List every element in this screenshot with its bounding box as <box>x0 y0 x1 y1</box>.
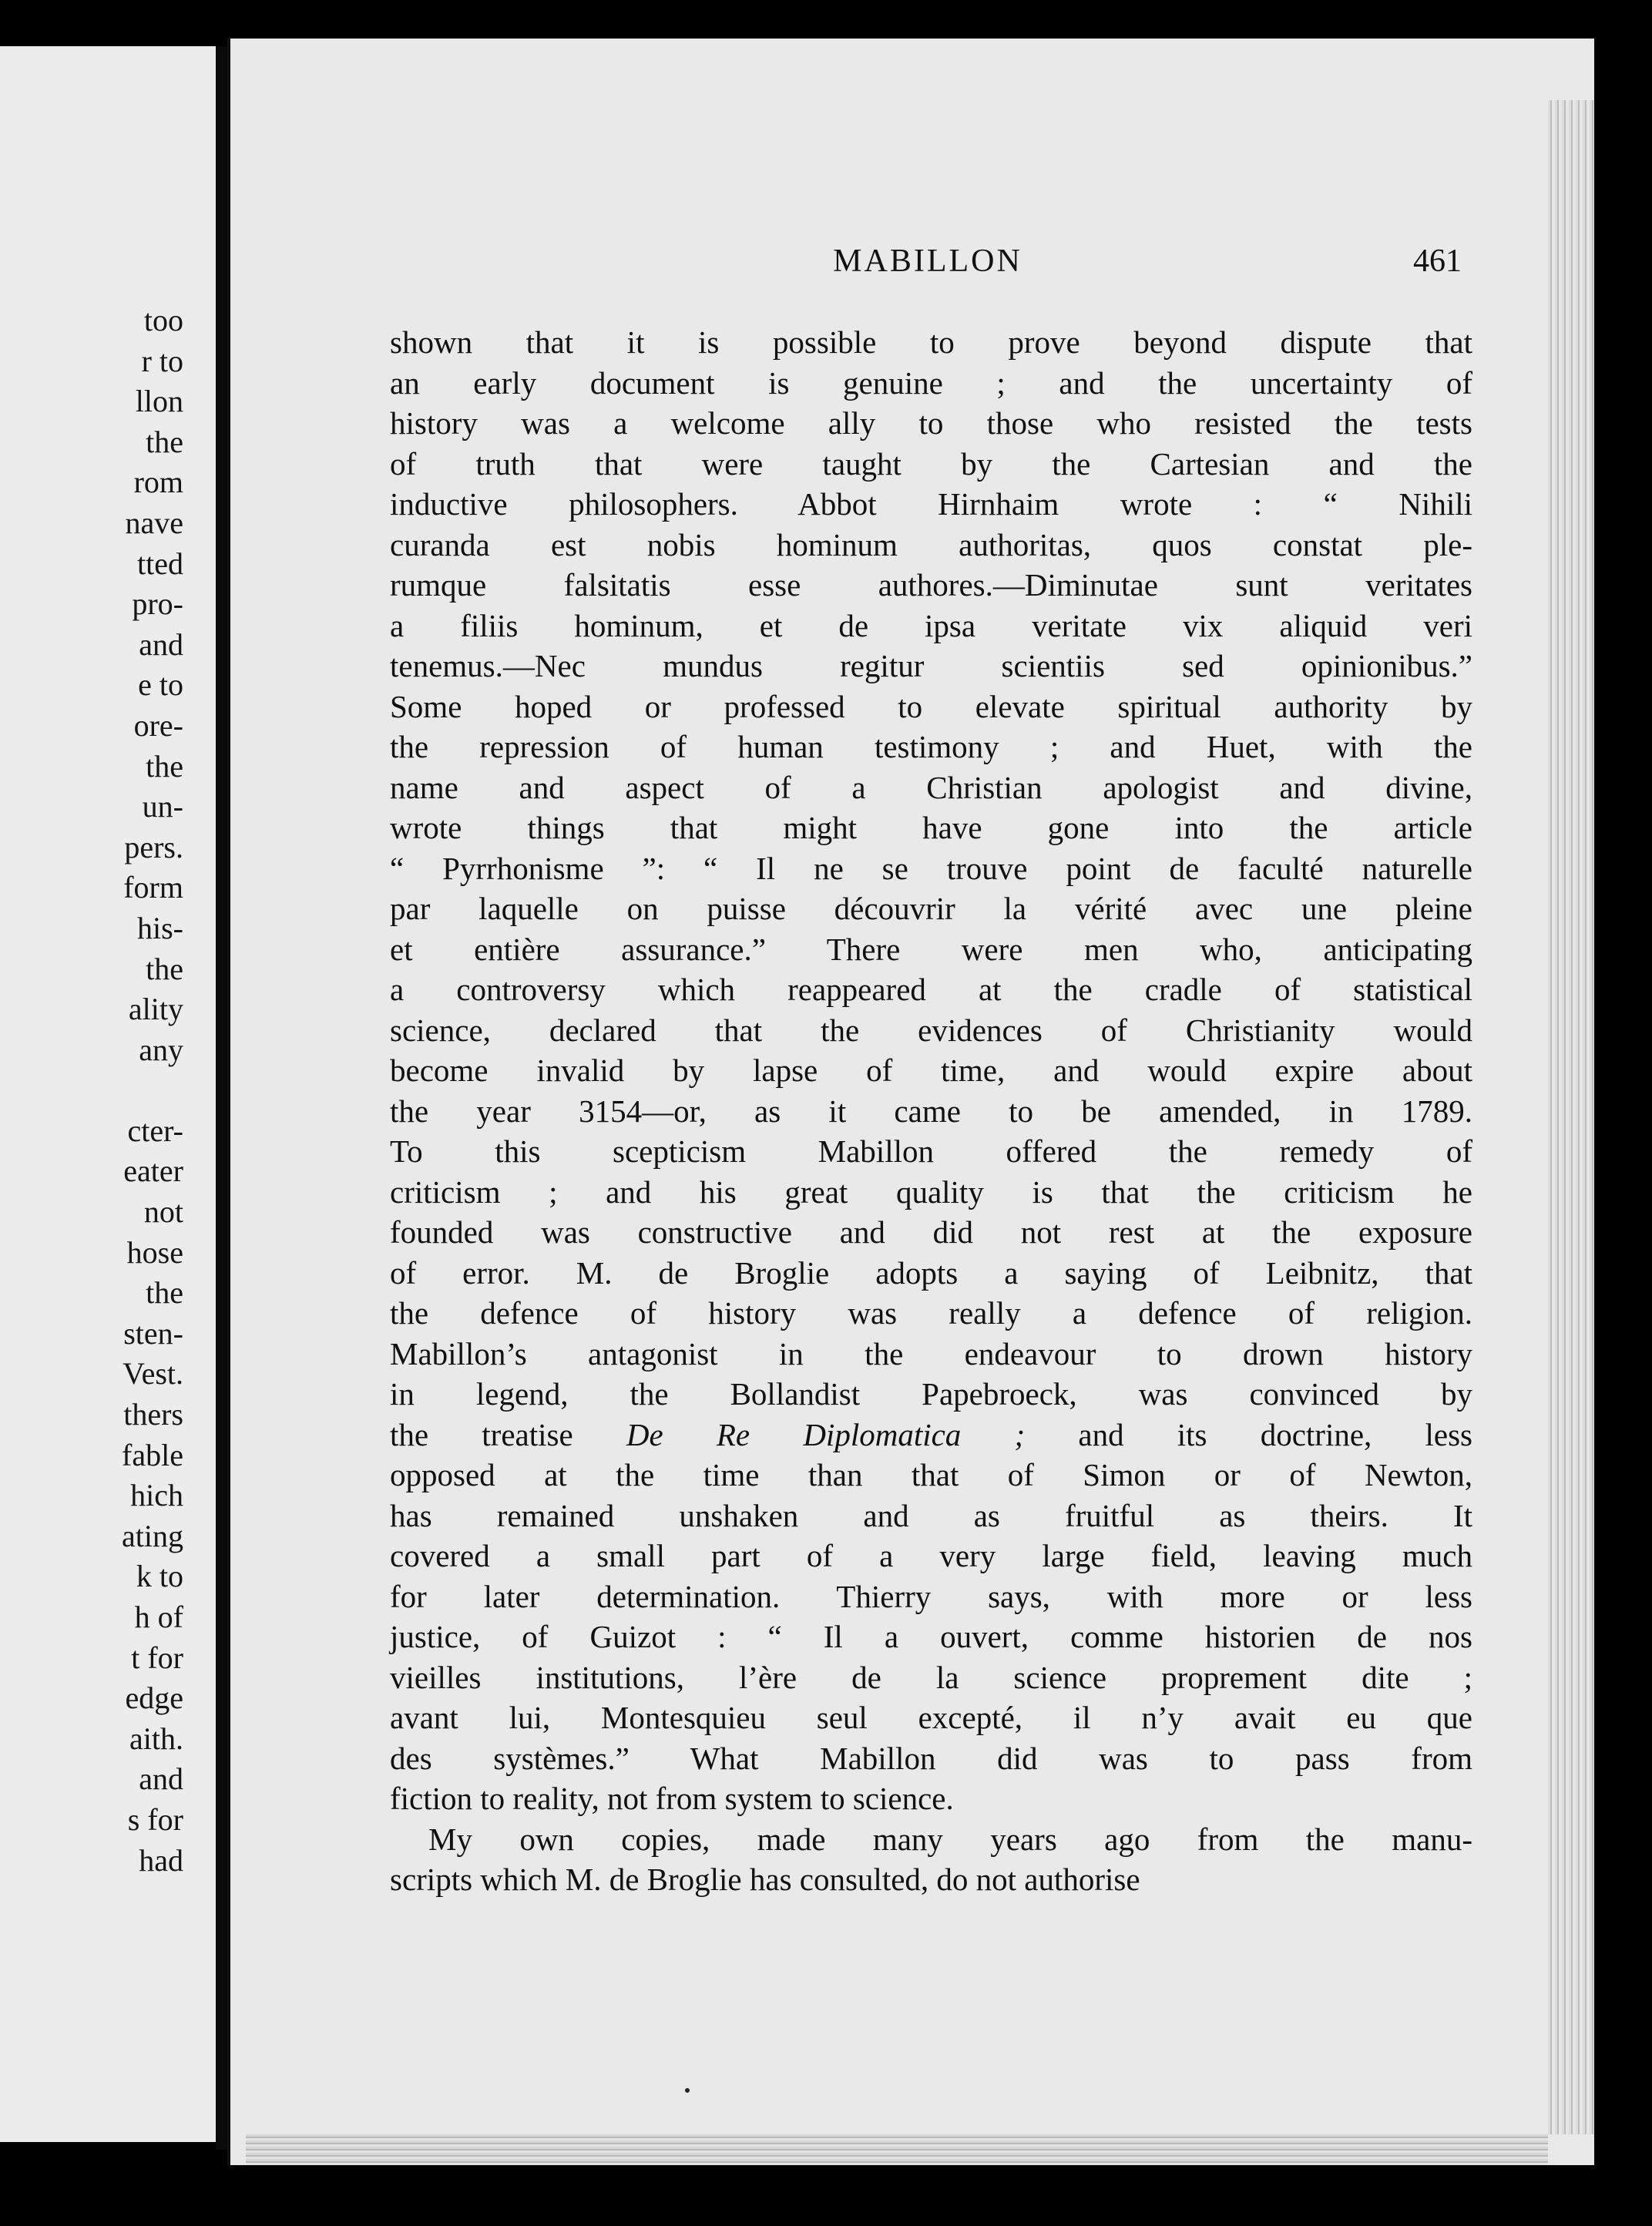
text-line: To this scepticism Mabillon offered the remedy of <box>390 1133 1472 1169</box>
text-line: history was a welcome ally to those who resisted the tests <box>390 405 1472 441</box>
text-fragment: the treatise <box>390 1416 626 1452</box>
text-line: science, declared that the evidences of Christianity would <box>390 1012 1472 1048</box>
text-line: fiction to reality, not from system to science. <box>390 1781 954 1816</box>
text-line: wrote things that might have gone into the article <box>390 810 1472 845</box>
left-fragment: the <box>146 424 183 459</box>
left-fragment: h of <box>134 1600 183 1634</box>
left-fragment: and <box>139 1761 183 1797</box>
left-fragment: un- <box>142 789 183 824</box>
text-line: in legend, the Bollandist Papebroeck, was convinced by <box>390 1376 1472 1412</box>
left-fragment: thers <box>123 1397 183 1432</box>
text-line: covered a small part of a very large field, leaving much <box>390 1538 1472 1573</box>
text-line: des systèmes.” What Mabillon did was to pass from <box>390 1740 1472 1776</box>
text-line: become invalid by lapse of time, and would expire about <box>390 1053 1472 1088</box>
left-fragment: fable <box>122 1437 183 1472</box>
left-fragment: s for <box>127 1801 183 1837</box>
text-line: shown that it is possible to prove beyond dispute that <box>390 324 1472 360</box>
text-line: vieilles institutions, l’ère de la science proprement dite ; <box>390 1659 1472 1695</box>
text-line: for later determination. Thierry says, with more or less <box>390 1578 1472 1614</box>
text-line: a filiis hominum, et de ipsa veritate vix aliquid veri <box>390 607 1472 643</box>
text-line: criticism ; and his great quality is that the criticism he <box>390 1173 1472 1210</box>
text-line: scripts which M. de Broglie has consulted, do not authorise <box>390 1862 1140 1897</box>
text-line: “ Pyrrhonisme ”: “ Il ne se trouve point de faculté naturelle <box>390 850 1472 886</box>
text-line <box>390 1415 1472 1455</box>
left-fragment: pro- <box>132 586 183 622</box>
text-line: the year 3154—or, as it came to be amended, in 1789. <box>390 1093 1472 1129</box>
left-fragment: tted <box>137 546 183 581</box>
text-line: Some hoped or professed to elevate spiritual authority by <box>390 688 1472 724</box>
left-fragment: sten- <box>123 1315 183 1351</box>
left-fragment: eater <box>123 1153 183 1189</box>
text-line: name and aspect of a Christian apologist and divine, <box>390 769 1472 805</box>
left-facing-page <box>0 46 236 2142</box>
text-line: of truth that were taught by the Cartesian and the <box>390 445 1472 482</box>
left-fragment: hose <box>126 1234 183 1270</box>
left-fragment: cter- <box>127 1113 183 1148</box>
text-line: et entière assurance.” There were men who, anticipating <box>390 931 1472 967</box>
left-fragment: form <box>123 870 183 905</box>
left-fragment: llon <box>135 384 183 419</box>
speck <box>685 2088 690 2093</box>
text-line: inductive philosophers. Abbot Hirnhaim wrote : “ Nihili <box>390 486 1472 522</box>
left-fragment: pers. <box>124 829 183 865</box>
left-fragment: r to <box>141 343 183 378</box>
text-line: an early document is genuine ; and the uncertainty of <box>390 364 1472 401</box>
treatise-title: De Re Diplomatica ; <box>626 1416 1026 1452</box>
text-line: the defence of history was really a defence of religion. <box>390 1295 1472 1331</box>
text-line: a controversy which reappeared at the cradle of statistical <box>390 972 1472 1007</box>
text-fragment: and its doctrine, less <box>1025 1416 1472 1452</box>
text-line: My own copies, made many years ago from the manu- <box>428 1821 1472 1857</box>
left-fragment: ating <box>122 1518 183 1553</box>
page-bottom-edge <box>246 2134 1548 2165</box>
text-line: opposed at the time than that of Simon or of Newton, <box>390 1457 1472 1492</box>
left-fragment: ality <box>128 992 183 1027</box>
left-fragment: the <box>146 1275 183 1311</box>
text-line: avant lui, Montesquieu seul excepté, il n’y avait eu que <box>390 1700 1472 1735</box>
left-fragment: the <box>146 748 183 784</box>
left-fragment: the <box>146 951 183 986</box>
right-page <box>227 39 1594 2165</box>
left-fragment: Vest. <box>123 1356 183 1392</box>
left-fragment: his- <box>137 910 183 945</box>
page-number: 461 <box>1413 243 1462 279</box>
text-line: par laquelle on puisse découvrir la vérité avec une pleine <box>390 891 1472 926</box>
left-fragment: too <box>143 303 183 337</box>
left-fragment: had <box>139 1842 183 1878</box>
page-edge <box>1548 100 1594 2134</box>
text-line: of error. M. de Broglie adopts a saying of Leibnitz, that <box>390 1254 1472 1291</box>
left-fragment: rom <box>133 465 183 500</box>
text-line: tenemus.—Nec mundus regitur scientiis sed opinionibus.” <box>390 648 1472 683</box>
page-header <box>384 234 1471 288</box>
text-line: curanda est nobis hominum authoritas, quos constat ple- <box>390 526 1472 562</box>
left-fragment: aith. <box>129 1721 183 1756</box>
text-line: Mabillon’s antagonist in the endeavour to drown history <box>390 1335 1472 1372</box>
left-fragment: and <box>139 626 183 662</box>
body-text <box>390 322 1472 1900</box>
left-fragment: e to <box>138 667 183 703</box>
text-line: has remained unshaken and as fruitful as theirs. It <box>390 1497 1472 1533</box>
left-fragment: not <box>143 1194 183 1230</box>
left-fragment: hich <box>130 1478 183 1513</box>
running-head: MABILLON <box>833 243 1022 279</box>
text-line: rumque falsitatis esse authores.—Diminutae sunt veritates <box>390 567 1472 603</box>
left-page-fragments <box>122 300 183 1881</box>
left-fragment <box>122 1070 183 1111</box>
text-line: founded was constructive and did not rest at the exposure <box>390 1214 1472 1250</box>
left-fragment: any <box>139 1032 183 1067</box>
left-fragment: k to <box>136 1559 183 1594</box>
text-line: justice, of Guizot : “ Il a ouvert, comme historien de nos <box>390 1619 1472 1654</box>
left-fragment: edge <box>125 1680 183 1716</box>
left-fragment: t for <box>131 1640 183 1675</box>
left-fragment: nave <box>125 505 183 540</box>
left-fragment: ore- <box>133 707 183 743</box>
text-line: the repression of human testimony ; and Huet, with the <box>390 729 1472 764</box>
